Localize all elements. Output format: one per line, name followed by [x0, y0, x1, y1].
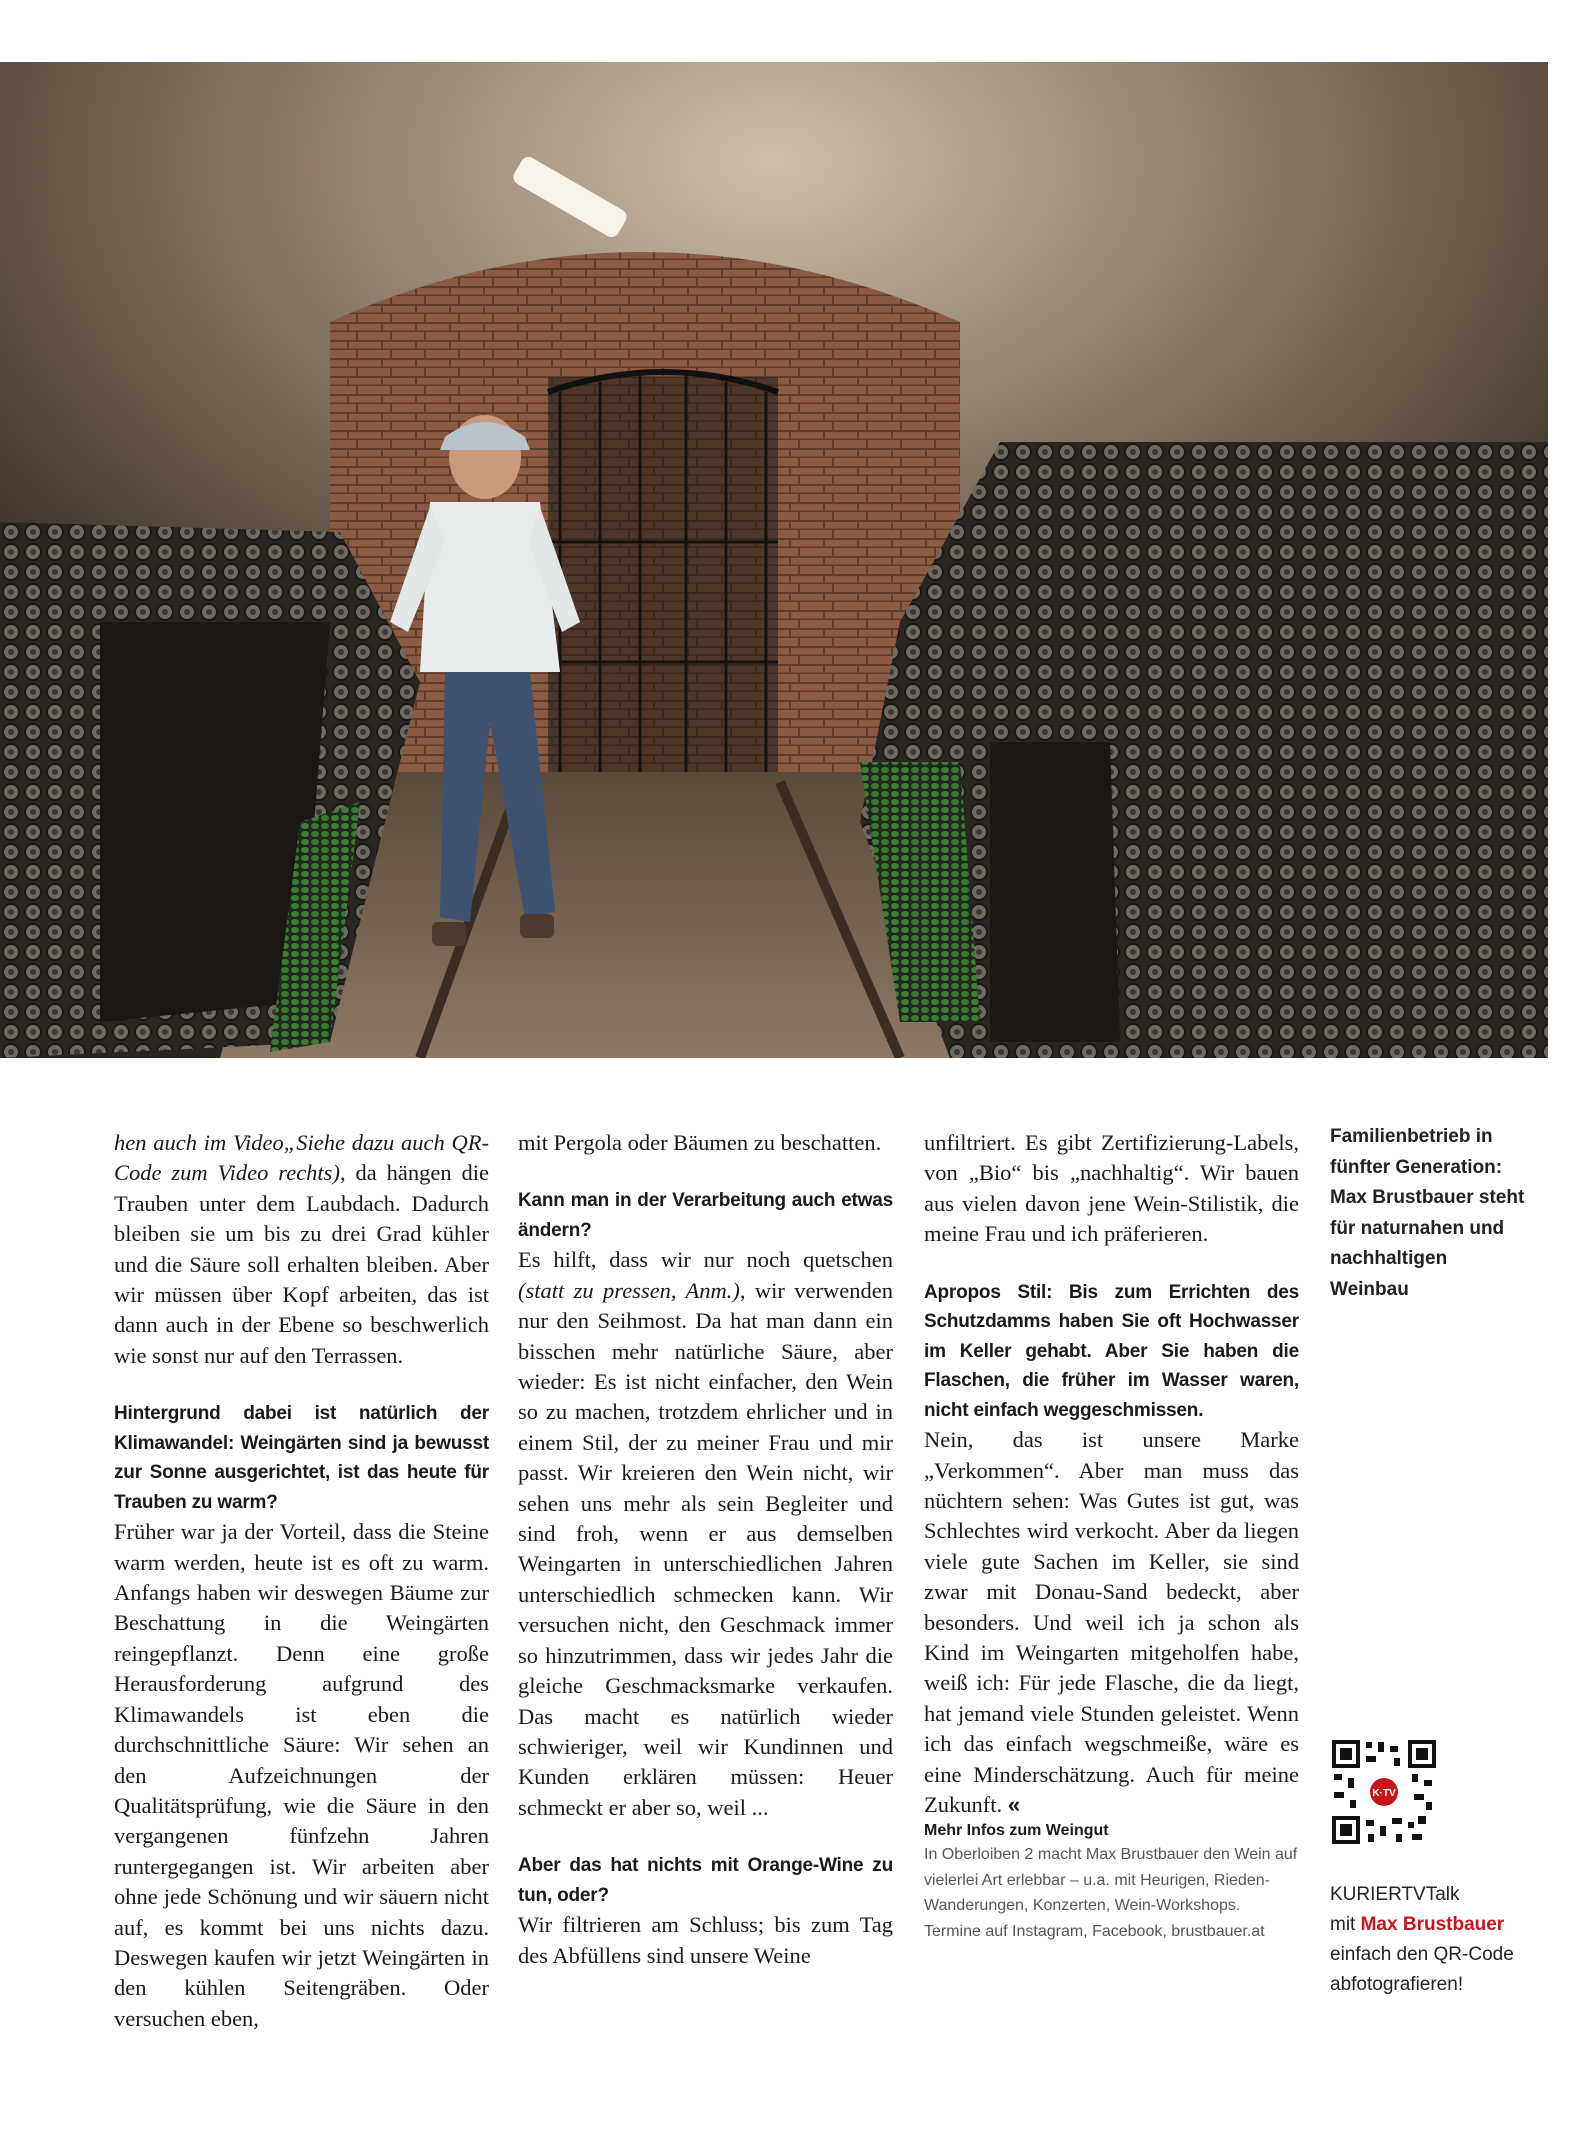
qr-logo: K·TV	[1372, 1788, 1396, 1799]
interview-question: Apropos Stil: Bis zum Errichten des Schutzdamms haben Sie oft Hochwasser im Keller gehabt. Aber Sie haben die Flaschen, die früher im Wasser waren, nicht einfach weggeschmissen.	[924, 1281, 1299, 1421]
italic-note: (statt zu pressen, Anm.)	[518, 1277, 740, 1303]
interview-answer: Wir filtrieren am Schluss; bis zum Tag des Abfüllens sind unsere Weine	[518, 1912, 893, 1968]
photo-caption: Familienbetrieb in fünfter Generation: Max Brustbauer steht für naturnahen und nachhaltigen Weinbau	[1330, 1126, 1525, 1300]
info-text: In Oberloiben 2 macht Max Brustbauer den Wein auf vielerlei Art erlebbar – u.a. mit Heurigen, Rieden-Wanderungen, Konzerten, Wein-Workshops. Termine auf Instagram, Facebook, brustbauer.at	[924, 1846, 1298, 1940]
article-column-2	[518, 1128, 893, 1971]
article-column-3	[924, 1128, 1299, 1944]
promo-text: mit	[1330, 1914, 1361, 1935]
promo-instruction: einfach den QR-Code abfotografieren!	[1330, 1944, 1514, 1995]
paragraph: mit Pergola oder Bäumen zu beschatten.	[518, 1130, 882, 1155]
interview-answer	[518, 1245, 893, 1823]
article-column-1	[114, 1128, 489, 2034]
wine-cellar-photo-icon	[0, 62, 1548, 1058]
interview-question: Aber das hat nichts mit Orange-Wine zu tun, oder?	[518, 1855, 893, 1906]
info-heading: Mehr Infos zum Weingut	[924, 1822, 1109, 1840]
answer-text: Es hilft, dass wir nur noch quetschen	[518, 1247, 893, 1273]
interview-question: Kann man in der Verarbeitung auch etwas ändern?	[518, 1190, 893, 1241]
interview-question: Hintergrund dabei ist natürlich der Klimawandel: Weingärten sind ja bewusst zur Sonne ausgerichtet, ist das heute für Trauben zu warm?	[114, 1403, 489, 1513]
cellar-photo	[0, 62, 1548, 1058]
paragraph	[114, 1128, 489, 1371]
promo-title: KURIERTVTalk	[1330, 1884, 1460, 1905]
paragraph: unfiltriert. Es gibt Zertifizierung-Labels, von „Bio“ bis „nachhaltig“. Wir bauen aus vielen davon jene Wein-Stilistik, die meine Frau und ich präferieren.	[924, 1130, 1299, 1247]
end-mark-icon: «	[1007, 1792, 1021, 1817]
answer-text: Nein, das ist unsere Marke „Verkommen“. Aber man muss das nüchtern sehen: Was Gutes ist gut, was Schlechtes wird verkocht. Aber da liegen viele gute Sachen im Keller, sie sind zwar mit Donau-Sand bedeckt, aber besonders. Und weil ich ja schon als Kind im Weingarten mitgeholfen habe, weiß ich: Für jede Flasche, die da liegt, hat jemand viele Stunden geleistet. Wenn ich das einfach wegschmeiße, wäre es eine Minderschätzung. Auch für meine Zukunft.	[924, 1427, 1299, 1817]
interview-answer: Früher war ja der Vorteil, dass die Steine warm werden, heute ist es oft zu warm. Anfangs haben wir deswegen Bäume zur Beschattung in die Weingärten reingepflanzt. Denn eine große Herausforderung aufgrund des Klimawandels ist eben die durchschnittliche Säure: Wir sehen an den Aufzeichnungen der Qualitätsprüfung, wie die Säure in den vergangenen fünfzehn Jahren runtergegangen ist. Wir arbeiten aber ohne jede Schönung und wir säuern nicht auf, es kommt bei uns nichts dazu. Deswegen kaufen wir jetzt Weingärten in den kühlen Seitengräben. Oder versuchen eben,	[114, 1519, 489, 2031]
promo-name: Max Brustbauer	[1360, 1914, 1505, 1935]
promo-line	[1330, 1910, 1530, 1940]
interview-answer	[924, 1425, 1299, 1820]
answer-text: , wir verwenden nur den Seihmost. Da hat man dann ein bisschen mehr natürliche Säure, aber wieder: Es ist nicht einfacher, den Wein so zu machen, trotzdem ehrlicher und in einem Stil, der zu meiner Frau und mir passt. Wir kreieren den Wein nicht, wir sehen uns mehr als sein Begleiter und sind froh, wenn er aus demselben Weingarten in unterschiedlichen Jahren unterschiedlich schmecken kann. Wir versuchen nicht, den Geschmack immer so hinzutrimmen, dass wir jedes Jahr die gleiche Geschmacksmarke verkaufen. Das macht es natürlich wieder schwieriger, weil wir Kundinnen und Kunden erklären müssen: Heuer schmeckt er aber so, weil ...	[518, 1277, 893, 1820]
video-promo	[1330, 1880, 1530, 2000]
qr-code-icon[interactable]	[1332, 1740, 1436, 1844]
paragraph-text: , da hängen die Trauben unter dem Laubdach. Dadurch bleiben sie um bis zu drei Grad kühler und die Säure soll erhalten bleiben. Aber wir müssen über Kopf arbeiten, das ist dann auch in der Ebene so beschwerlich wie sonst nur auf den Terrassen.	[114, 1160, 489, 1368]
italic-reference: hen auch im Video„Siehe dazu auch QR-Code zum Video rechts)	[114, 1130, 489, 1186]
